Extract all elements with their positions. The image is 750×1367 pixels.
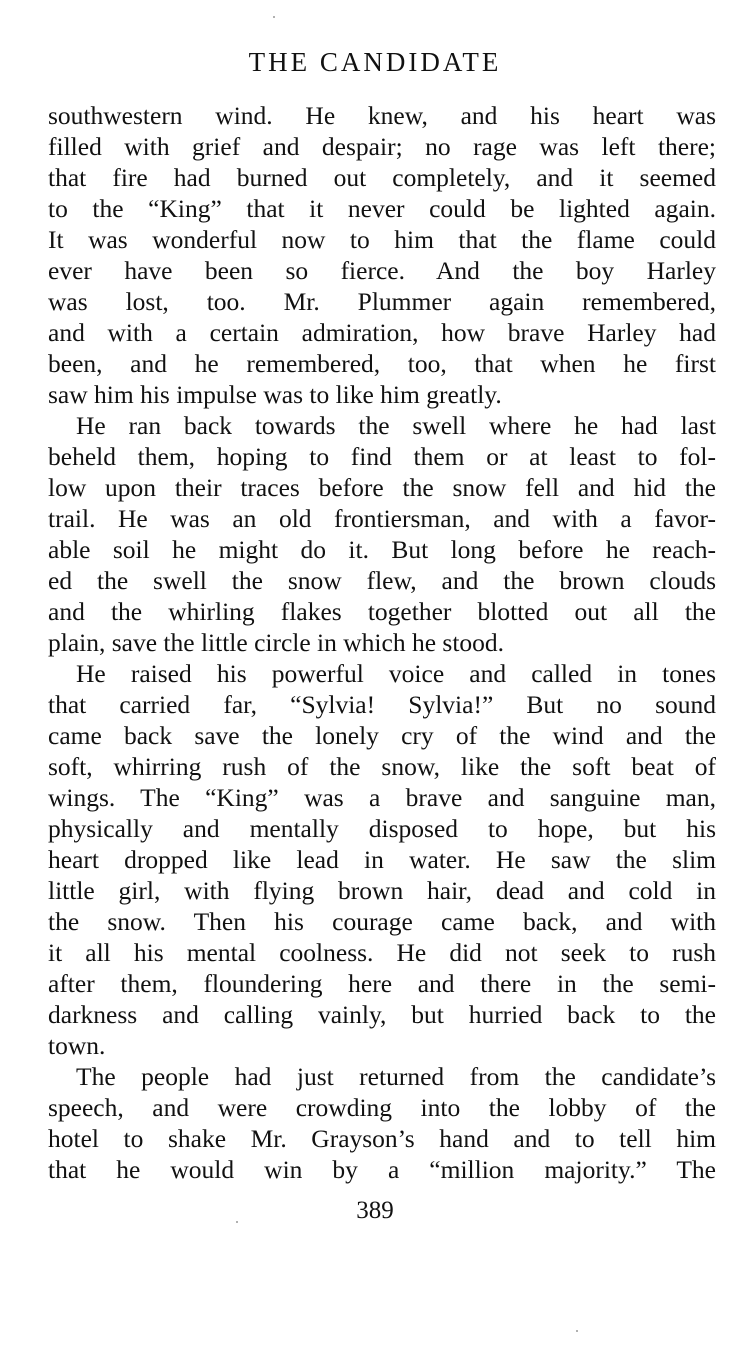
text-line: soft, whirring rush of the snow, like the soft beat of: [48, 752, 716, 781]
paragraph: [48, 410, 716, 658]
paragraph: [48, 658, 716, 1061]
text-line: ever have been so fierce. And the boy Harley: [48, 256, 716, 285]
text-line: was lost, too. Mr. Plummer again remembered,: [48, 287, 716, 316]
text-line: town.: [48, 1031, 106, 1060]
text-line: He raised his powerful voice and called in tones: [76, 659, 716, 688]
text-line: been, and he remembered, too, that when he first: [48, 349, 716, 378]
text-line: that carried far, “Sylvia! Sylvia!” But no sound: [48, 690, 716, 719]
text-line: trail. He was an old frontiersman, and with a favor-: [48, 504, 716, 533]
text-line: able soil he might do it. But long before he reach-: [48, 535, 716, 564]
running-head: THE CANDIDATE: [248, 47, 502, 77]
text-line: low upon their traces before the snow fell and hid the: [48, 473, 716, 502]
text-line: speech, and were crowding into the lobby of the: [48, 1093, 716, 1122]
text-line: It was wonderful now to him that the flame could: [48, 225, 716, 254]
text-line: southwestern wind. He knew, and his heart was: [48, 101, 716, 130]
text-line: after them, floundering here and there in the semi-: [48, 969, 716, 998]
text-line: it all his mental coolness. He did not seek to rush: [48, 938, 716, 967]
text-line: The people had just returned from the candidate’s: [76, 1062, 716, 1091]
text-line: that fire had burned out completely, and it seemed: [48, 163, 716, 192]
text-line: and the whirling flakes together blotted out all the: [48, 597, 716, 626]
print-speck: [236, 1221, 238, 1223]
text-line: that he would win by a “million majority.” The: [48, 1155, 716, 1184]
text-line: beheld them, hoping to find them or at least to fol-: [48, 442, 716, 471]
text-line: He ran back towards the swell where he had last: [76, 411, 716, 440]
text-line: ed the swell the snow flew, and the brown clouds: [48, 566, 716, 595]
text-line: to the “King” that it never could be lighted again.: [48, 194, 716, 223]
text-line: saw him his impulse was to like him greatly.: [48, 380, 502, 409]
text-line: and with a certain admiration, how brave Harley had: [48, 318, 716, 347]
text-line: filled with grief and despair; no rage was left there;: [48, 132, 716, 161]
text-line: came back save the lonely cry of the wind and the: [48, 721, 716, 750]
paragraph: [48, 1061, 716, 1185]
paragraph: [48, 100, 716, 410]
text-line: darkness and calling vainly, but hurried back to the: [48, 1000, 716, 1029]
text-line: physically and mentally disposed to hope, but his: [48, 814, 716, 843]
body-text: [48, 100, 716, 1185]
text-line: wings. The “King” was a brave and sanguine man,: [48, 783, 716, 812]
print-speck: [273, 16, 275, 18]
print-speck: [576, 1330, 578, 1332]
text-line: plain, save the little circle in which he stood.: [48, 628, 505, 657]
text-line: hotel to shake Mr. Grayson’s hand and to tell him: [48, 1124, 716, 1153]
page-number: 389: [356, 1197, 394, 1224]
text-line: heart dropped like lead in water. He saw the slim: [48, 845, 716, 874]
text-line: little girl, with flying brown hair, dead and cold in: [48, 876, 716, 905]
text-line: the snow. Then his courage came back, and with: [48, 907, 716, 936]
